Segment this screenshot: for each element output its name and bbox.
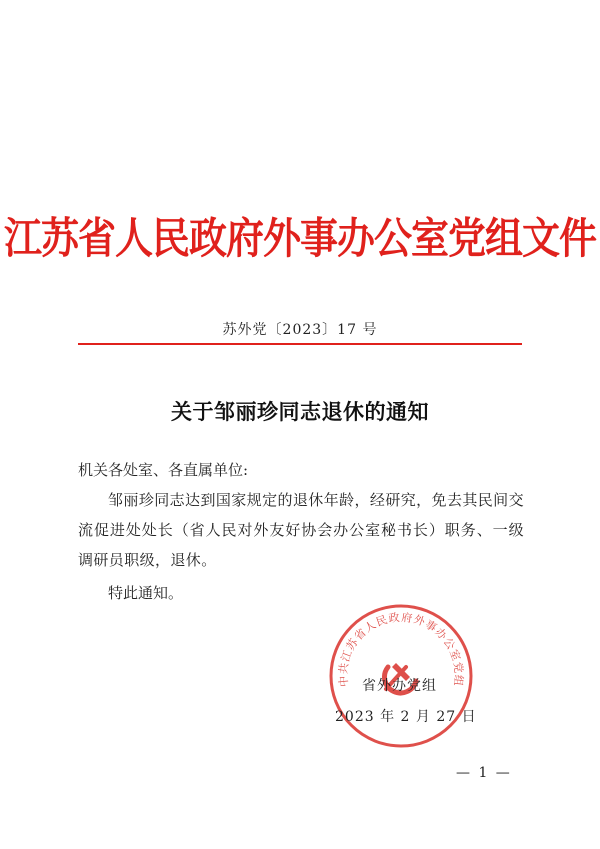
salutation: 机关各处室、各直属单位: [78, 461, 249, 479]
document-header-title: 江苏省人民政府外事办公室党组文件 [3, 213, 596, 264]
notice-body: 邹丽珍同志达到国家规定的退休年龄，经研究，免去其民间交流促进处处长（省人民对外友好协会办公室秘书长）职务、一级调研员职级，退休。 [78, 491, 524, 569]
notice-title: 关于邹丽珍同志退休的通知 [171, 399, 429, 424]
issuer-name: 省外办党组 [362, 678, 437, 694]
issue-date: 2023 年 2 月 27 日 [335, 709, 477, 725]
red-divider-line [78, 343, 522, 345]
page-number: — 1 — [456, 765, 512, 781]
closing-line: 特此通知。 [108, 584, 184, 602]
document-number: 苏外党〔2023〕17 号 [222, 322, 378, 338]
seal-text: 中共江苏省人民政府外事办公室党组 [336, 610, 466, 688]
